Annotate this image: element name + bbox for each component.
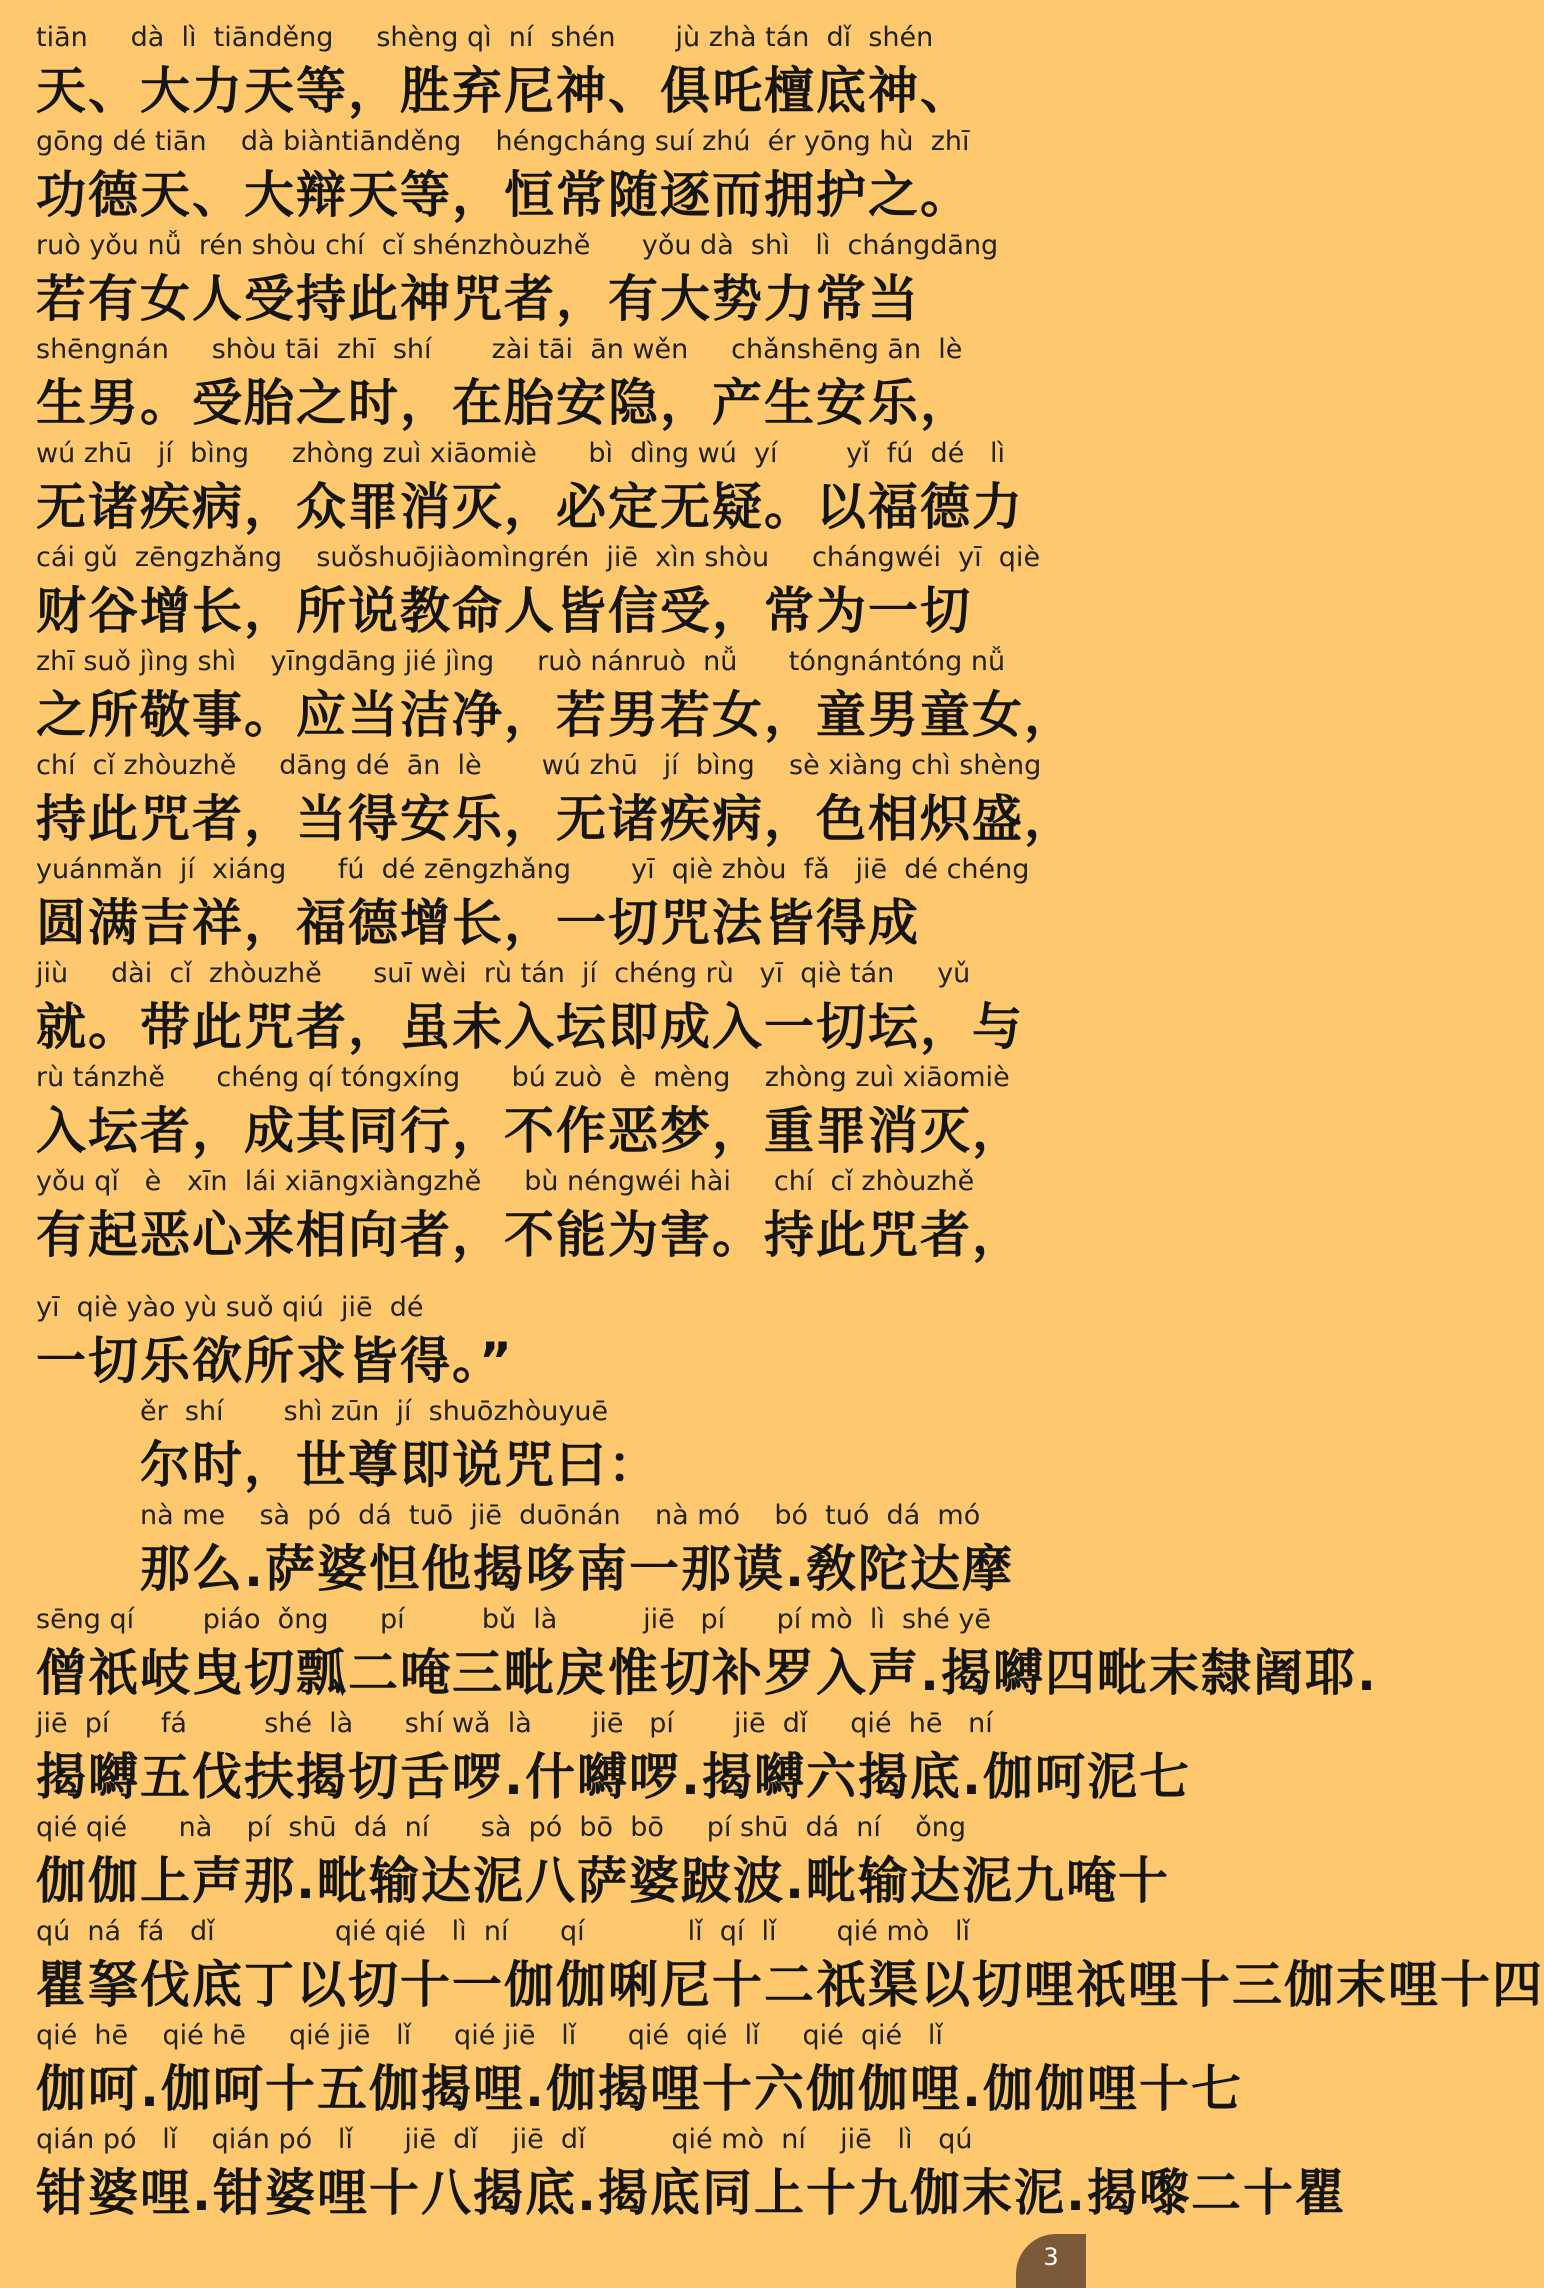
- text-line: [0, 1394, 1080, 1498]
- hanzi-row: 一切乐欲所求皆得。”: [36, 1332, 514, 1390]
- text-line: [0, 2122, 1347, 2226]
- hanzi-row: 揭嚩五伐扶揭切舌啰.什嚩啰.揭嚩六揭底.伽呵泥七: [36, 1748, 1191, 1806]
- pinyin-row: qián pó lǐ qián pó lǐ jiē dǐ jiē dǐ qié mò ní jiē lì qú: [36, 2124, 973, 2155]
- pinyin-row: cái gǔ zēngzhǎng suǒshuōjiàomìngrén jiē xìn shòu chángwéi yī qiè: [36, 542, 1041, 573]
- text-line: [0, 1060, 1080, 1164]
- text-line: [0, 332, 1080, 436]
- text-line: [0, 1914, 1544, 2018]
- hanzi-row: 生男。受胎之时，在胎安隐，产生安乐，: [36, 374, 972, 432]
- pinyin-row: ěr shí shì zūn jí shuōzhòuyuē: [140, 1396, 609, 1427]
- hanzi-row: 伽伽上声那.毗输达泥八萨婆跛波.毗输达泥九唵十: [36, 1852, 1170, 1910]
- pinyin-row: yuánmǎn jí xiáng fú dé zēngzhǎng yī qiè zhòu fǎ jiē dé chéng: [36, 854, 1030, 885]
- pinyin-row: ruò yǒu nǚ rén shòu chí cǐ shénzhòuzhě yǒu dà shì lì chángdāng: [36, 230, 999, 261]
- hanzi-row: 伽呵.伽呵十五伽揭哩.伽揭哩十六伽伽哩.伽伽哩十七: [36, 2060, 1243, 2118]
- text-line: [0, 1706, 1191, 1810]
- text-line: [0, 956, 1080, 1060]
- hanzi-row: 之所敬事。应当洁净，若男若女，童男童女，: [36, 686, 1076, 744]
- pinyin-row: zhī suǒ jìng shì yīngdāng jié jìng ruò nánruò nǚ tóngnántóng nǚ: [36, 646, 1006, 677]
- pinyin-row: rù tánzhě chéng qí tóngxíng bú zuò è mèng zhòng zuì xiāomiè: [36, 1062, 1010, 1093]
- pinyin-row: qié hē qié hē qié jiē lǐ qié jiē lǐ qié qié lǐ qié qié lǐ: [36, 2020, 943, 2051]
- hanzi-row: 有起恶心来相向者，不能为害。持此咒者，: [36, 1206, 1024, 1264]
- text-line: [0, 1290, 1080, 1394]
- hanzi-row: 若有女人受持此神咒者，有大势力常当: [36, 270, 920, 328]
- text-line: [0, 748, 1080, 852]
- text-line: [0, 1164, 1080, 1268]
- pinyin-row: yǒu qǐ è xīn lái xiāngxiàngzhě bù néngwéi hài chí cǐ zhòuzhě: [36, 1166, 975, 1197]
- pinyin-row: chí cǐ zhòuzhě dāng dé ān lè wú zhū jí bìng sè xiàng chì shèng: [36, 750, 1042, 781]
- hanzi-row: 尔时，世尊即说咒曰：: [140, 1436, 660, 1494]
- text-line: [0, 124, 1080, 228]
- text-line: [0, 1810, 1170, 1914]
- pinyin-row: wú zhū jí bìng zhòng zuì xiāomiè bì dìng wú yí yǐ fú dé lì: [36, 438, 1006, 469]
- pinyin-row: jiù dài cǐ zhòuzhě suī wèi rù tán jí chéng rù yī qiè tán yǔ: [36, 958, 971, 989]
- text-line: [0, 1602, 1378, 1706]
- hanzi-row: 财谷增长，所说教命人皆信受，常为一切: [36, 582, 972, 640]
- text-line: [0, 1498, 1080, 1602]
- text-line: [0, 540, 1080, 644]
- text-line: [0, 644, 1080, 748]
- hanzi-row: 功德天、大辩天等，恒常随逐而拥护之。: [36, 166, 972, 224]
- hanzi-row: 钳婆哩.钳婆哩十八揭底.揭底同上十九伽末泥.揭嚟二十瞿: [36, 2164, 1347, 2222]
- hanzi-row: 那么.萨婆怛他揭哆南一那谟.敎陀达摩: [140, 1540, 1014, 1598]
- page-number-badge: 3: [1016, 2234, 1086, 2288]
- pinyin-row: yī qiè yào yù suǒ qiú jiē dé: [36, 1292, 424, 1323]
- hanzi-row: 就。带此咒者，虽未入坛即成入一切坛，与: [36, 998, 1024, 1056]
- text-line: [0, 20, 1080, 124]
- text-line: [0, 852, 1080, 956]
- hanzi-row: 瞿拏伐底丁以切十一伽伽唎尼十二祇渠以切哩祇哩十三伽末哩十四: [36, 1956, 1544, 2014]
- pinyin-row: qié qié nà pí shū dá ní sà pó bō bō pí shū dá ní ǒng: [36, 1812, 967, 1843]
- pinyin-row: qú ná fá dǐ qié qié lì ní qí lǐ qí lǐ qié mò lǐ: [36, 1916, 971, 1947]
- text-line: [0, 2018, 1243, 2122]
- hanzi-row: 圆满吉祥，福德增长，一切咒法皆得成: [36, 894, 920, 952]
- text-line: [0, 436, 1080, 540]
- hanzi-row: 天、大力天等，胜弃尼神、俱吒檀底神、: [36, 62, 972, 120]
- hanzi-row: 僧祇岐曳切瓢二唵三毗戾惟切补罗入声.揭嚩四毗末隸阇耶.: [36, 1644, 1378, 1702]
- hanzi-row: 入坛者，成其同行，不作恶梦，重罪消灭，: [36, 1102, 1024, 1160]
- hanzi-row: 持此咒者，当得安乐，无诸疾病，色相炽盛，: [36, 790, 1076, 848]
- pinyin-row: jiē pí fá shé là shí wǎ là jiē pí jiē dǐ qié hē ní: [36, 1708, 993, 1739]
- pinyin-row: gōng dé tiān dà biàntiānděng héngcháng suí zhú ér yōng hù zhī: [36, 126, 970, 157]
- hanzi-row: 无诸疾病，众罪消灭，必定无疑。以福德力: [36, 478, 1024, 536]
- pinyin-row: nà me sà pó dá tuō jiē duōnán nà mó bó tuó dá mó: [140, 1500, 981, 1531]
- pinyin-row: sēng qí piáo ǒng pí bǔ là jiē pí pí mò lì shé yē: [36, 1604, 991, 1635]
- text-line: [0, 228, 1080, 332]
- pinyin-row: shēngnán shòu tāi zhī shí zài tāi ān wěn chǎnshēng ān lè: [36, 334, 963, 365]
- pinyin-row: tiān dà lì tiānděng shèng qì ní shén jù zhà tán dǐ shén: [36, 22, 934, 53]
